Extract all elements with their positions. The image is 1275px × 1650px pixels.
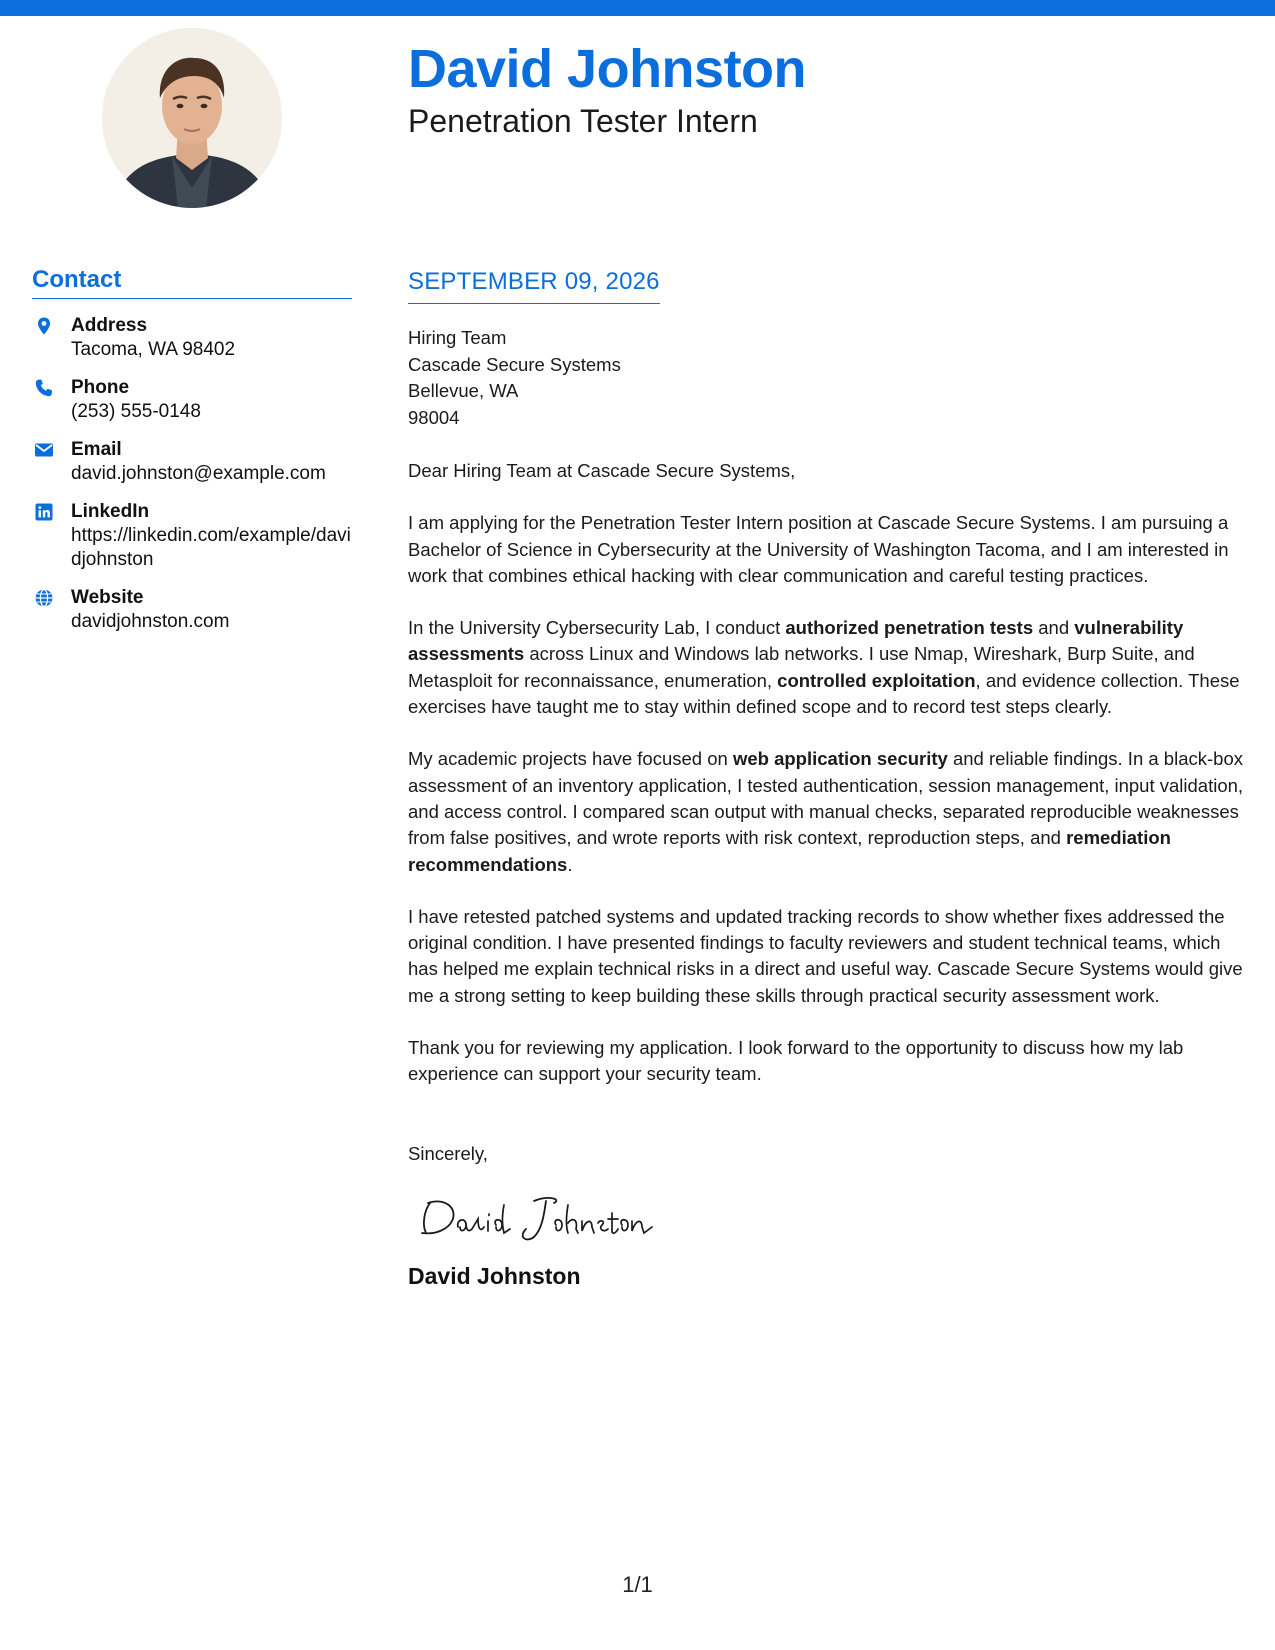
linkedin-icon: [34, 502, 54, 522]
contact-linkedin: [32, 499, 352, 572]
contact-address: [32, 313, 352, 362]
letter-date: SEPTEMBER 09, 2026: [408, 268, 660, 304]
email-icon: [34, 440, 54, 460]
handwritten-signature: [416, 1189, 676, 1245]
page-number: 1/1: [622, 1572, 653, 1597]
contact-label: Phone: [71, 376, 130, 398]
contact-label: Email: [71, 438, 122, 460]
contact-value[interactable]: https://linkedin.com/example/davidjohnston: [71, 524, 351, 570]
phone-icon: [34, 378, 54, 398]
contact-value[interactable]: david.johnston@example.com: [71, 462, 326, 484]
contact-label: LinkedIn: [71, 500, 150, 522]
paragraph-text: In the University Cybersecurity Lab, I conduct: [408, 617, 786, 639]
paragraph-text: and: [1033, 617, 1075, 639]
contact-label: Website: [71, 586, 144, 608]
contact-value: Tacoma, WA 98402: [71, 338, 236, 360]
emphasis-text: vulnerability assessments: [408, 617, 1184, 665]
recipient-line: 98004: [408, 406, 460, 428]
job-title: Penetration Tester Intern: [408, 103, 758, 139]
top-accent-bar: [0, 0, 1275, 16]
signer-name: David Johnston: [408, 1262, 581, 1289]
contact-email: [32, 437, 352, 486]
paragraph-text: across Linux and Windows lab networks. I use Nmap, Wireshark, Burp Suite, and Metasploit for reconnaissance, enumeration,: [408, 643, 1195, 691]
emphasis-text: controlled exploitation: [777, 669, 976, 691]
contact-phone: [32, 375, 352, 424]
recipient-line: Cascade Secure Systems: [408, 353, 621, 375]
paragraph-intro: I am applying for the Penetration Tester Intern position at Cascade Secure Systems. I am pursuing a Bachelor of Science in Cybersecurity at the University of Washington Tacoma, and I am interested in work that combines ethical hacking with clear communication and careful testing practices.: [408, 512, 1229, 586]
paragraph-thanks: Thank you for reviewing my application. I look forward to the opportunity to discuss how my lab experience can support your security team.: [408, 1037, 1184, 1085]
cover-letter-body: [408, 268, 1248, 1290]
avatar: [102, 28, 282, 208]
paragraph-projects: [408, 746, 1248, 877]
emphasis-text: remediation recommendations: [408, 827, 1171, 875]
map-pin-icon: [34, 316, 54, 336]
paragraph-text: .: [567, 853, 573, 875]
recipient-line: Hiring Team: [408, 327, 507, 348]
paragraph-retesting: I have retested patched systems and updated tracking records to show whether fixes addressed the original condition. I have presented findings to faculty reviewers and student technical teams, which has helped me explain technical risks in a direct and useful way. Cascade Secure Systems would give me a strong setting to keep building these skills through practical security assessment work.: [408, 905, 1243, 1006]
paragraph-text: My academic projects have focused on: [408, 748, 733, 770]
salutation: Dear Hiring Team at Cascade Secure Systems,: [408, 460, 796, 481]
contact-heading: Contact: [32, 266, 352, 299]
paragraph-text: and reliable findings. In a black-box assessment of an inventory application, I tested authentication, session management, input validation, and access control. I compared scan output with manual checks, separated reproducible weaknesses from false positives, and wrote reports with risk context, reproduction steps, and: [408, 748, 1244, 849]
globe-icon: [34, 588, 54, 608]
emphasis-text: authorized penetration tests: [785, 617, 1034, 639]
contact-sidebar: [32, 266, 352, 634]
contact-label: Address: [71, 314, 148, 336]
emphasis-text: web application security: [732, 748, 948, 770]
paragraph-lab-experience: [408, 615, 1248, 720]
profile-photo: [102, 28, 282, 208]
contact-value: (253) 555-0148: [71, 400, 201, 422]
contact-website: [32, 585, 352, 634]
contact-value[interactable]: davidjohnston.com: [71, 610, 230, 632]
recipient-line: Bellevue, WA: [408, 380, 519, 401]
applicant-name: David Johnston: [408, 39, 807, 99]
closing: Sincerely,: [408, 1142, 488, 1164]
paragraph-text: , and evidence collection. These exercises have taught me to stay within defined scope and to record test steps clearly.: [408, 669, 1240, 718]
recipient-address: [408, 325, 1248, 431]
